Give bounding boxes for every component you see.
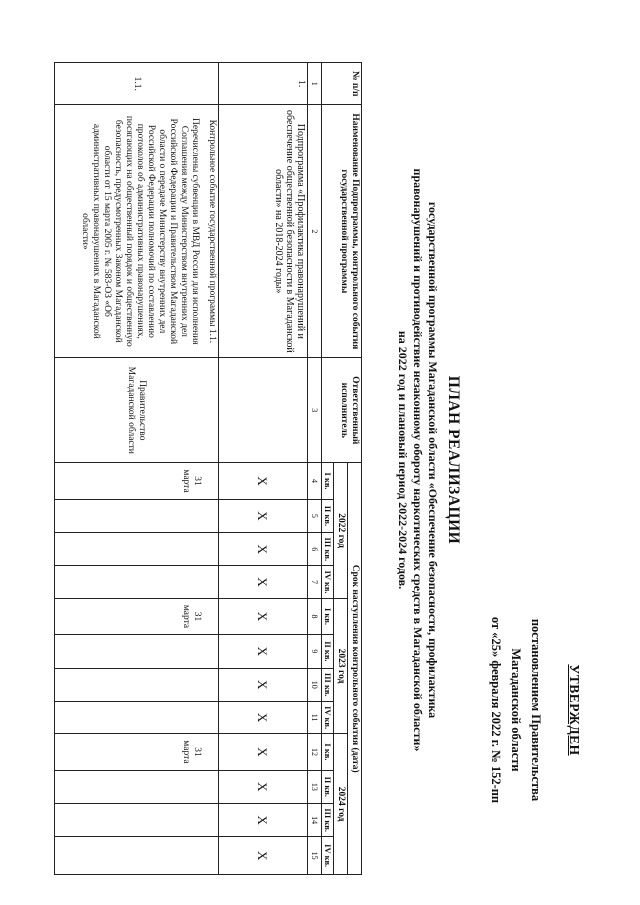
header-year: 2024 год (334, 734, 348, 875)
quarter-mark: X (219, 463, 308, 499)
quarter-mark: X (219, 598, 308, 634)
event-date (55, 566, 219, 598)
column-number: 8 (308, 598, 322, 634)
header-quarter: III кв. (322, 668, 334, 701)
header-quarter: III кв. (322, 533, 334, 566)
quarter-mark: X (219, 701, 308, 733)
event-date (55, 701, 219, 733)
header-quarter: II кв. (322, 499, 334, 532)
subprogram-name: Подпрограмма «Профилактика правонарушений и обеспечение общественной безопасности в Магаданской области» на 2018-2024 годы» (219, 105, 308, 358)
header-quarter: IV кв. (322, 837, 334, 875)
approval-line-2: Магаданской области (509, 648, 523, 772)
subprogram-responsible (219, 358, 308, 463)
column-number: 3 (308, 358, 322, 463)
header-responsible: Ответственный исполнитель (322, 358, 362, 463)
column-number: 14 (308, 804, 322, 837)
header-num: № п/п (322, 63, 362, 105)
event-responsible: Правительство Магаданской области (55, 358, 219, 463)
title-line-3: на 2022 год и плановый период 2022-2024 годов. (396, 330, 410, 590)
approval-line-3: от «25» февраля 2022 г. № 152-пп (489, 616, 503, 804)
event-date (55, 770, 219, 803)
header-quarter: I кв. (322, 463, 334, 499)
event-date: 31 марта (55, 734, 219, 770)
column-number: 10 (308, 668, 322, 701)
title-line-1: государственной программы Магаданской области «Обеспечение безопасности, профилактика (426, 201, 440, 719)
title-block (395, 150, 462, 770)
quarter-mark: X (219, 804, 308, 837)
plan-title: ПЛАН РЕАЛИЗАЦИИ (445, 375, 462, 545)
event-label: Контрольное событие государственной программы 1.1. (207, 119, 217, 344)
approval-line-1: постановлением Правительства (529, 618, 543, 802)
quarter-mark: X (219, 499, 308, 532)
event-date (55, 804, 219, 837)
column-number-row (308, 63, 322, 875)
header-year: 2023 год (334, 598, 348, 733)
header-row-1 (348, 63, 362, 875)
column-number: 11 (308, 701, 322, 733)
column-number: 9 (308, 635, 322, 668)
approval-block (486, 560, 584, 860)
column-number: 4 (308, 463, 322, 499)
header-quarter: II кв. (322, 770, 334, 803)
table-row-subprogram (219, 63, 308, 875)
event-description (55, 105, 219, 358)
plan-table (54, 62, 362, 875)
column-number: 5 (308, 499, 322, 532)
quarter-mark: X (219, 635, 308, 668)
column-number: 7 (308, 566, 322, 598)
approval-header: УТВЕРЖДЕН (567, 664, 582, 756)
column-number: 6 (308, 533, 322, 566)
event-text: Перечислены субвенции в МВД России для исполнения Соглашения между Министерством внутренних дел Российской Федерации и Правительством Магаданской области о передаче Министерству внутренних дел Российской Федерации полномочий по составлению протоколов об административных правонарушениях, посягающих на общественный порядок и общественную безопасность, предусмотренных Законом Магаданской области от 15 марта 2005 г. № 583-ОЗ «Об административных правонарушениях в Магаданской области» (80, 115, 200, 347)
event-date (55, 533, 219, 566)
quarter-mark: X (219, 566, 308, 598)
header-quarter: II кв. (322, 635, 334, 668)
header-year: 2022 год (334, 463, 348, 598)
event-date: 31 марта (55, 463, 219, 499)
column-number: 2 (308, 105, 322, 358)
event-date (55, 635, 219, 668)
table-row-event (55, 63, 219, 875)
column-number: 12 (308, 734, 322, 770)
header-deadline: Срок наступления контрольного события (дата) (348, 463, 362, 875)
column-number: 1 (308, 63, 322, 105)
title-line-2: правонарушений и противодействие незаконному обороту наркотических средств в Магаданской области» (411, 168, 425, 752)
event-date (55, 668, 219, 701)
quarter-mark: X (219, 837, 308, 875)
header-name: Наименование Подпрограммы, контрольного события государственной программы (322, 105, 362, 358)
header-quarter: IV кв. (322, 566, 334, 598)
event-num: 1.1. (55, 63, 219, 105)
quarter-mark: X (219, 770, 308, 803)
event-date (55, 499, 219, 532)
event-date (55, 837, 219, 875)
subprogram-num: 1. (219, 63, 308, 105)
quarter-mark: X (219, 668, 308, 701)
column-number: 15 (308, 837, 322, 875)
header-quarter: IV кв. (322, 701, 334, 733)
column-number: 13 (308, 770, 322, 803)
header-quarter: I кв. (322, 598, 334, 634)
event-date: 31 марта (55, 598, 219, 634)
header-quarter: III кв. (322, 804, 334, 837)
quarter-mark: X (219, 734, 308, 770)
header-quarter: I кв. (322, 734, 334, 770)
quarter-mark: X (219, 533, 308, 566)
